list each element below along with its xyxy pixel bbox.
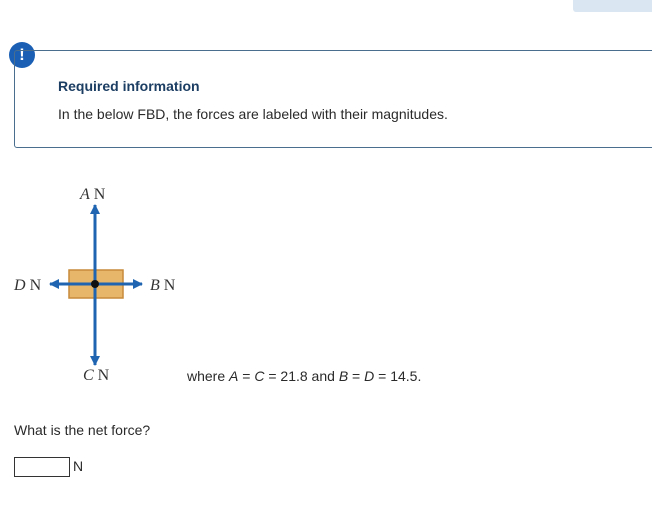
label-down-var: C: [83, 367, 94, 384]
free-body-diagram: [0, 175, 200, 395]
label-up-unit: N: [93, 186, 106, 203]
alert-icon: !: [9, 42, 35, 68]
svg-text:D N: [13, 277, 42, 294]
label-down-unit: N: [97, 367, 110, 384]
label-left-unit: N: [29, 277, 42, 294]
svg-text:C N: [83, 367, 110, 384]
unit-label: N: [73, 458, 84, 474]
info-title: Required information: [58, 78, 200, 94]
label-right-unit: N: [163, 277, 176, 294]
info-body: In the below FBD, the forces are labeled with their magnitudes.: [58, 106, 448, 122]
label-up-var: A: [80, 186, 90, 203]
top-right-button[interactable]: [573, 0, 652, 12]
net-force-input[interactable]: [14, 457, 70, 477]
required-information-panel: [14, 50, 652, 148]
center-point: [91, 280, 99, 288]
question-text: What is the net force?: [14, 422, 151, 438]
svg-text:B N: [150, 277, 176, 294]
given-values: where A = C = 21.8 and B = D = 14.5.: [187, 368, 422, 384]
svg-text:A N: [79, 186, 106, 203]
label-left-var: D: [14, 277, 26, 294]
label-right-var: B: [150, 277, 160, 294]
